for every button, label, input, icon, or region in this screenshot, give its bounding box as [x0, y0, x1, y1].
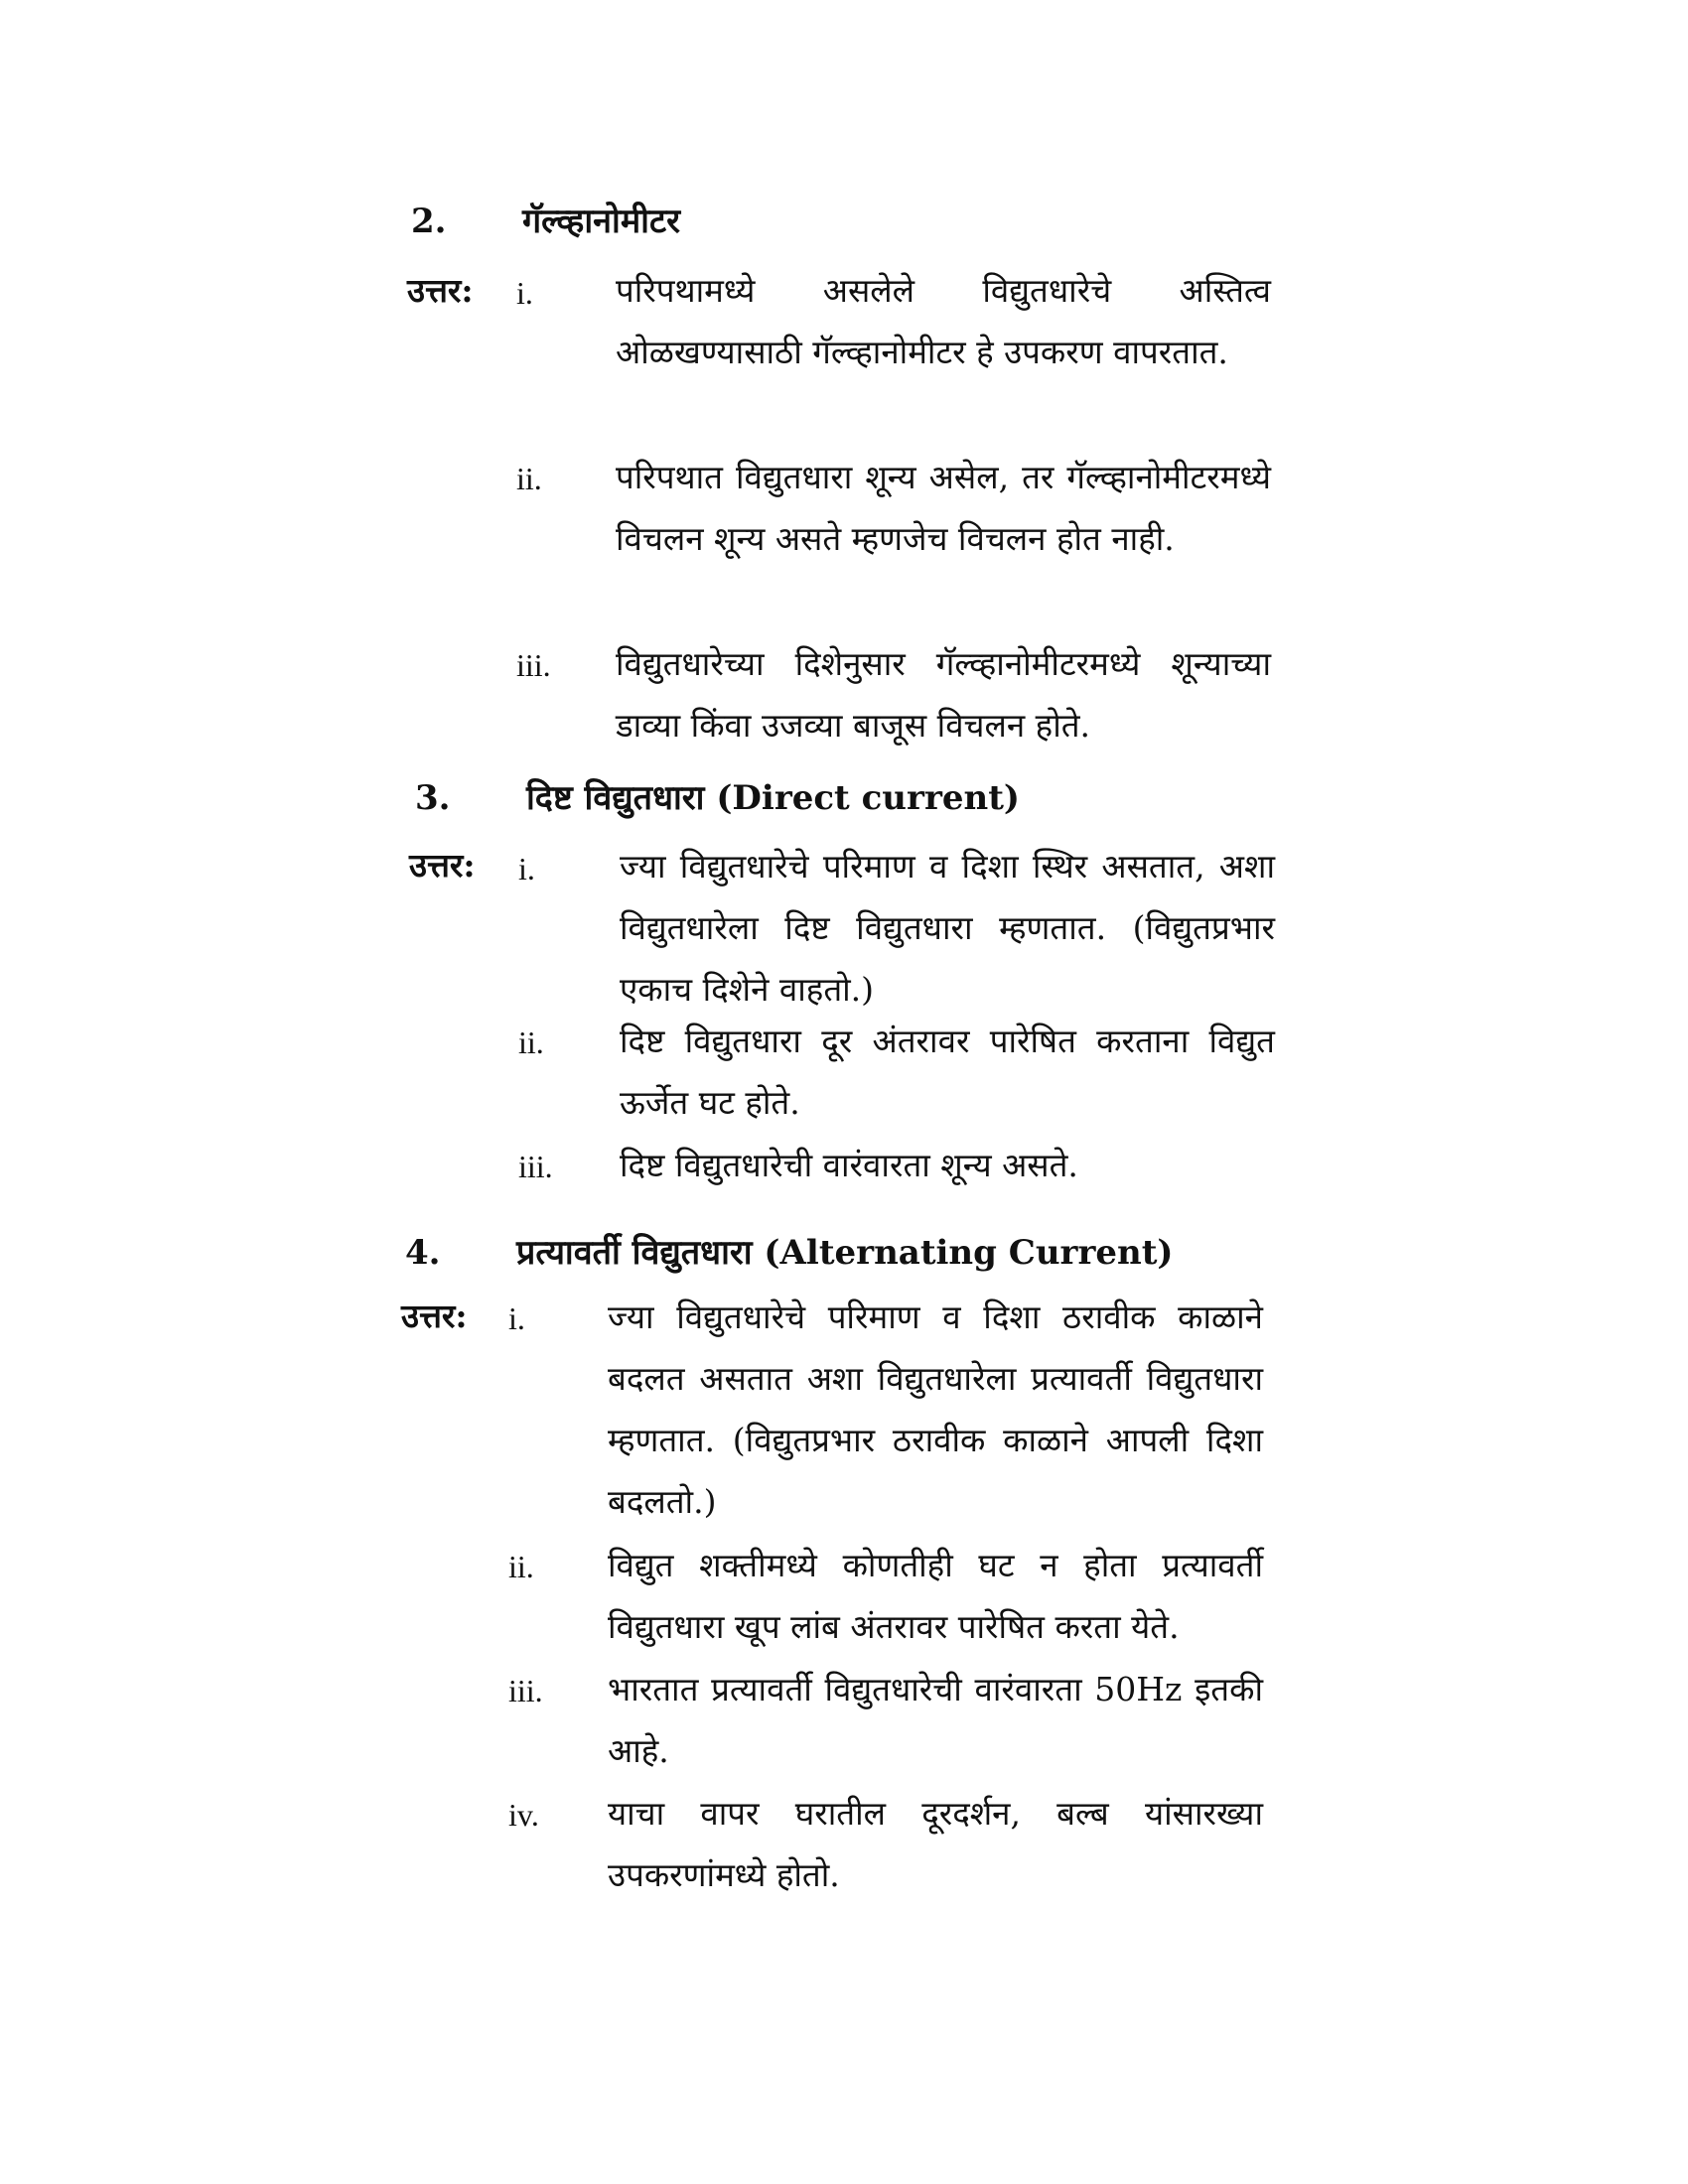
point-marker: iii.	[518, 1149, 553, 1184]
answer-point: विद्युतधारेच्या दिशेनुसार गॅल्व्हानोमीटरमध्ये शून्याच्या डाव्या किंवा उजव्या बाजूस विचलन होते.	[616, 644, 1271, 745]
section-title: गॅल्व्हानोमीटर	[522, 202, 681, 241]
answer-point: विद्युत शक्तीमध्ये कोणतीही घट न होता प्रत्यावर्ती विद्युतधारा खूप लांब अंतरावर पारेषित करता येते.	[608, 1546, 1263, 1646]
point-marker: iii.	[516, 647, 551, 683]
section-heading-3	[415, 778, 1020, 818]
point-marker: i.	[518, 851, 535, 887]
point-marker: i.	[508, 1300, 525, 1336]
section-number: 2.	[411, 202, 447, 241]
answer-label: उत्तर:	[401, 1297, 468, 1335]
answer-point: दिष्ट विद्युतधारेची वारंवारता शून्य असते.	[620, 1146, 1078, 1184]
point-marker: ii.	[508, 1549, 534, 1584]
point-marker: i.	[516, 275, 533, 311]
answer-point: परिपथात विद्युतधारा शून्य असेल, तर गॅल्व्हानोमीटरमध्ये विचलन शून्य असते म्हणजेच विचलन होत नाही.	[616, 458, 1271, 558]
answer-point: भारतात प्रत्यावर्ती विद्युतधारेची वारंवारता 50Hz इतकी आहे.	[608, 1670, 1263, 1770]
answer-label: उत्तर:	[409, 846, 476, 885]
answer-label: उत्तर:	[407, 271, 474, 310]
section-number: 4.	[405, 1233, 441, 1273]
point-marker: ii.	[516, 461, 542, 496]
point-marker: ii.	[518, 1024, 544, 1060]
point-marker: iv.	[508, 1797, 539, 1833]
section-title: दिष्ट विद्युतधारा (Direct current)	[526, 778, 1020, 818]
answer-point: ज्या विद्युतधारेचे परिमाण व दिशा ठरावीक काळाने बदलत असतात अशा विद्युतधारेला प्रत्यावर्ती विद्युतधारा म्हणतात. (विद्युतप्रभार ठरावीक काळाने आपली दिशा बदलतो.)	[608, 1297, 1263, 1521]
section-number: 3.	[415, 778, 451, 818]
section-heading-2	[411, 202, 680, 241]
section-heading-4	[405, 1233, 1174, 1273]
answer-point: परिपथामध्ये असलेले विद्युतधारेचे अस्तित्व ओळखण्यासाठी गॅल्व्हानोमीटर हे उपकरण वापरतात.	[616, 271, 1271, 371]
answer-point: याचा वापर घरातील दूरदर्शन, बल्ब यांसारख्या उपकरणांमध्ये होतो.	[608, 1794, 1263, 1894]
answer-point: ज्या विद्युतधारेचे परिमाण व दिशा स्थिर असतात, अशा विद्युतधारेला दिष्ट विद्युतधारा म्हणतात. (विद्युतप्रभार एकाच दिशेने वाहतो.)	[620, 847, 1275, 1009]
answer-point: दिष्ट विद्युतधारा दूर अंतरावर पारेषित करताना विद्युत ऊर्जेत घट होते.	[620, 1022, 1275, 1122]
section-title: प्रत्यावर्ती विद्युतधारा (Alternating Current)	[516, 1233, 1174, 1273]
point-marker: iii.	[508, 1673, 543, 1708]
